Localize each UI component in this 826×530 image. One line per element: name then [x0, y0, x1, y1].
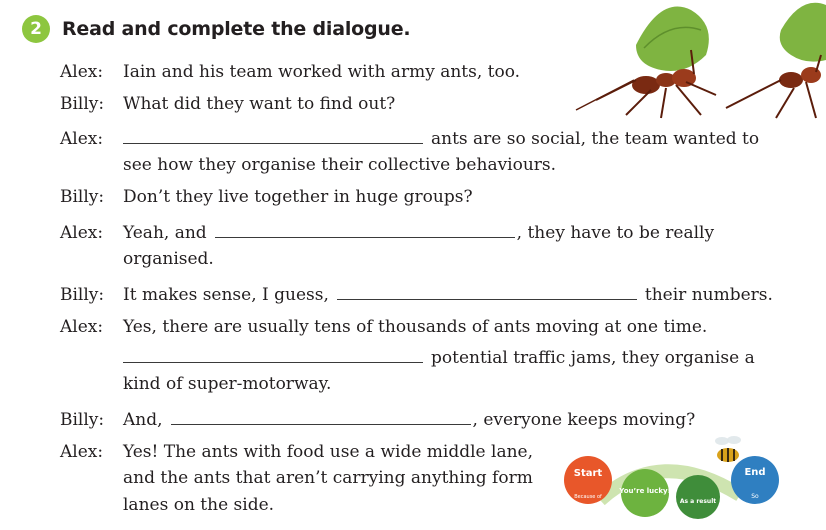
answer-blank[interactable] [123, 347, 423, 363]
continuation-text: lanes on the side. [123, 495, 275, 515]
so-label: So [751, 493, 759, 500]
dialogue-text [123, 128, 759, 150]
answer-blank[interactable] [171, 409, 471, 425]
before-blank-text: And, [123, 410, 163, 430]
continuation-text: and the ants that aren’t carrying anything form [123, 468, 533, 488]
ant-right [726, 3, 826, 118]
speaker-label: Alex: [60, 129, 104, 149]
result-label: As a result [679, 498, 717, 505]
after-blank-text: , they have to be really [516, 223, 715, 243]
dialogue-text: Don’t they live together in huge groups? [123, 187, 473, 207]
result-circle [676, 475, 720, 519]
after-blank-text: potential traffic jams, they organise a [431, 348, 755, 368]
dialogue-text: What did they want to find out? [123, 94, 396, 114]
answer-blank[interactable] [215, 222, 515, 238]
dialogue-text [123, 284, 773, 306]
before-blank-text: Yeah, and [123, 223, 207, 243]
dialogue-text: Yes, there are usually tens of thousands of ants moving at one time. [123, 317, 708, 337]
continuation-text: see how they organise their collective behaviours. [123, 155, 557, 175]
dialogue-text: Iain and his team worked with army ants, too. [123, 62, 521, 82]
leafcutter-ants-illustration [566, 0, 826, 125]
dialogue-text: Yes! The ants with food use a wide middle lane, [123, 442, 534, 462]
after-blank-text: their numbers. [644, 285, 773, 305]
speaker-label: Billy: [60, 94, 105, 114]
continuation-text: organised. [123, 249, 214, 269]
exercise-header [22, 15, 410, 43]
dialogue-text [123, 347, 755, 369]
ant-left [576, 7, 716, 118]
exercise-title: Read and complete the dialogue. [62, 18, 411, 40]
lucky-label: You’re lucky! [619, 487, 671, 495]
after-blank-text: , everyone keeps moving? [472, 410, 696, 430]
because-of-label: Because of [574, 494, 602, 500]
before-blank-text: It makes sense, I guess, [123, 285, 329, 305]
speaker-label: Alex: [60, 223, 104, 243]
dialogue-text [123, 222, 714, 244]
speaker-label: Alex: [60, 62, 104, 82]
speaker-label: Billy: [60, 285, 105, 305]
after-blank-text: ants are so social, the team wanted to [431, 129, 760, 149]
answer-blank[interactable] [337, 284, 637, 300]
continuation-text: kind of super-motorway. [123, 374, 332, 394]
end-label: End [744, 467, 766, 478]
bee-icon [715, 436, 741, 462]
speaker-label: Billy: [60, 187, 105, 207]
board-game-illustration [560, 425, 800, 530]
answer-blank[interactable] [123, 128, 423, 144]
speaker-label: Billy: [60, 410, 105, 430]
speaker-label: Alex: [60, 442, 104, 462]
exercise-number-badge: 2 [22, 15, 50, 43]
start-label: Start [573, 468, 603, 479]
speaker-label: Alex: [60, 317, 104, 337]
